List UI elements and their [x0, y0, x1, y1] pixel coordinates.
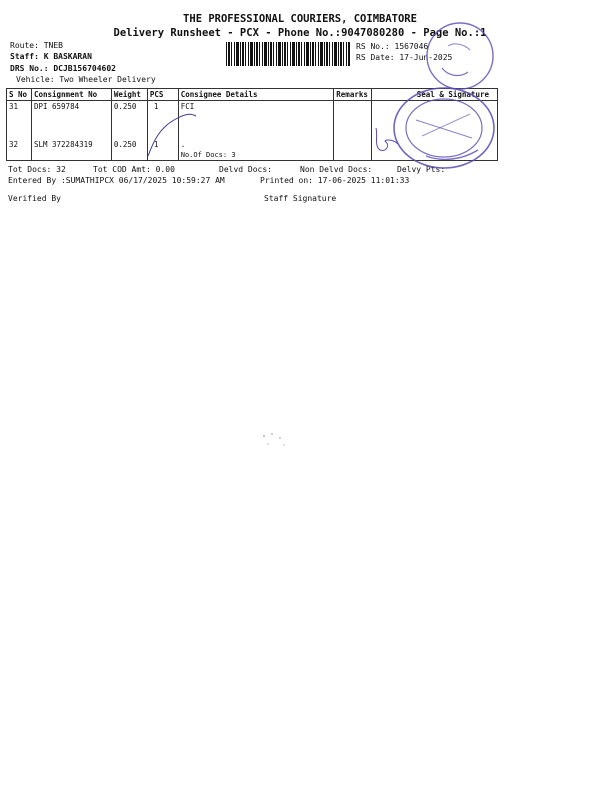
- rs-date: RS Date: 17-Jun-2025: [356, 53, 453, 62]
- col-header-sno: S No: [7, 89, 32, 101]
- runsheet-table: [6, 88, 498, 161]
- col-header-consignee: Consignee Details: [178, 89, 334, 101]
- total-cod: Tot COD Amt: 0.00: [93, 165, 175, 174]
- barcode: [226, 42, 350, 66]
- cell-consignment: SLM 372284319: [31, 139, 111, 161]
- cell-seal: [372, 139, 498, 161]
- drs-number: DRS No.: DCJB156704602: [10, 64, 116, 73]
- cell-sno: 32: [7, 139, 32, 161]
- staff-text: Staff: K BASKARAN: [10, 52, 92, 61]
- cell-consignee: [178, 139, 334, 161]
- consignee-text: .: [180, 140, 186, 149]
- vehicle-text: Vehicle: Two Wheeler Delivery: [16, 75, 156, 84]
- cell-seal: [372, 101, 498, 140]
- scan-specks: [260, 430, 290, 450]
- cell-sno: 31: [7, 101, 32, 140]
- col-header-consignment: Consignment No: [31, 89, 111, 101]
- cell-consignment: DPI 659784: [31, 101, 111, 140]
- col-header-remarks: Remarks: [334, 89, 372, 101]
- cell-weight: 0.250: [111, 101, 147, 140]
- cell-remarks: [334, 139, 372, 161]
- non-delivered-docs: Non Delvd Docs:: [300, 165, 373, 174]
- col-header-seal: Seal & Signature: [372, 89, 498, 101]
- verified-by-label: Verified By: [8, 194, 61, 203]
- table-header-row: [7, 89, 498, 101]
- printed-on: Printed on: 17-06-2025 11:01:33: [260, 176, 410, 185]
- col-header-weight: Weight: [111, 89, 147, 101]
- col-header-pcs: PCS: [147, 89, 178, 101]
- delivery-points: Delvy Pts:: [397, 165, 446, 174]
- docs-count: No.Of Docs: 3: [180, 151, 236, 159]
- entered-by: Entered By :SUMATHIPCX 06/17/2025 10:59:27 AM: [8, 176, 225, 185]
- route-text: Route: TNEB: [10, 41, 63, 50]
- cell-consignee: FCI: [178, 101, 334, 140]
- runsheet-subtitle: Delivery Runsheet - PCX - Phone No.:9047080280 - Page No.:1: [113, 27, 487, 39]
- cell-pcs: 1: [147, 101, 178, 140]
- total-docs: Tot Docs: 32: [8, 165, 66, 174]
- cell-weight: 0.250: [111, 139, 147, 161]
- cell-remarks: [334, 101, 372, 140]
- delivered-docs: Delvd Docs:: [219, 165, 272, 174]
- table-row: [7, 139, 498, 161]
- staff-signature-label: Staff Signature: [264, 194, 337, 203]
- cell-pcs: 1: [147, 139, 178, 161]
- table-row: [7, 101, 498, 140]
- rs-number: RS No.: 1567046: [356, 42, 429, 51]
- company-title: THE PROFESSIONAL COURIERS, COIMBATORE: [183, 13, 417, 25]
